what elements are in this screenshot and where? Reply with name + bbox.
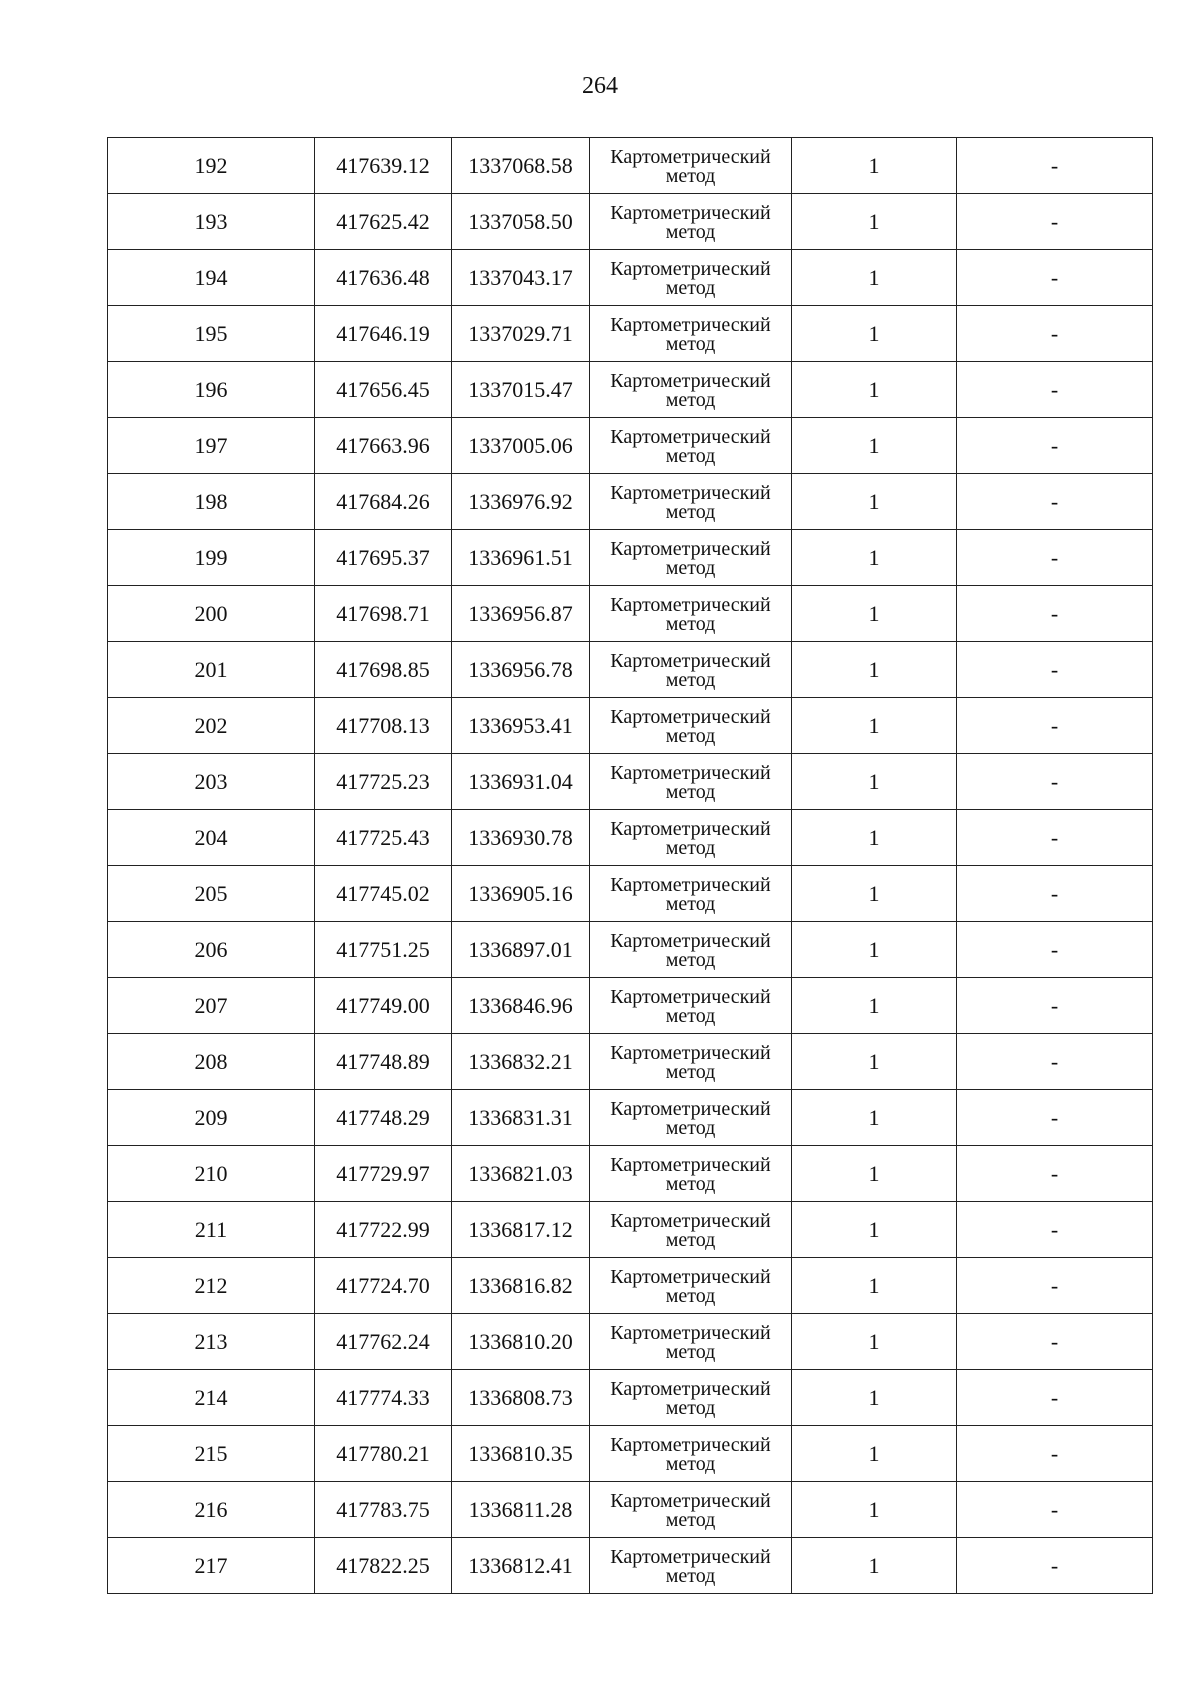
x-coordinate-cell: 417636.48 (315, 250, 452, 306)
accuracy-cell: 1 (792, 362, 957, 418)
table-row (108, 250, 1153, 306)
table-row (108, 810, 1153, 866)
note-cell: - (957, 474, 1153, 530)
accuracy-cell: 1 (792, 1146, 957, 1202)
y-coordinate-cell: 1336953.41 (452, 698, 590, 754)
point-number-cell: 200 (108, 586, 315, 642)
note-cell: - (957, 250, 1153, 306)
note-cell: - (957, 1538, 1153, 1594)
accuracy-cell: 1 (792, 530, 957, 586)
point-number-cell: 204 (108, 810, 315, 866)
method-line-1: Картометрический (610, 817, 771, 840)
table-row (108, 306, 1153, 362)
accuracy-cell: 1 (792, 586, 957, 642)
table-row (108, 1090, 1153, 1146)
x-coordinate-cell: 417725.23 (315, 754, 452, 810)
method-line-1: Картометрический (610, 1377, 771, 1400)
point-number-cell: 217 (108, 1538, 315, 1594)
note-cell: - (957, 1314, 1153, 1370)
x-coordinate-cell: 417751.25 (315, 922, 452, 978)
note-cell: - (957, 1258, 1153, 1314)
method-line-2: метод (665, 220, 716, 243)
accuracy-cell: 1 (792, 194, 957, 250)
x-coordinate-cell: 417698.71 (315, 586, 452, 642)
y-coordinate-cell: 1337058.50 (452, 194, 590, 250)
method-cell (590, 194, 792, 250)
note-cell: - (957, 306, 1153, 362)
method-line-2: метод (665, 948, 716, 971)
method-line-2: метод (665, 1004, 716, 1027)
x-coordinate-cell: 417748.29 (315, 1090, 452, 1146)
table-row (108, 1202, 1153, 1258)
y-coordinate-cell: 1336808.73 (452, 1370, 590, 1426)
accuracy-cell: 1 (792, 250, 957, 306)
point-number-cell: 206 (108, 922, 315, 978)
method-cell (590, 1314, 792, 1370)
method-cell (590, 810, 792, 866)
method-cell (590, 306, 792, 362)
method-line-2: метод (665, 444, 716, 467)
point-number-cell: 211 (108, 1202, 315, 1258)
point-number-cell: 193 (108, 194, 315, 250)
x-coordinate-cell: 417722.99 (315, 1202, 452, 1258)
accuracy-cell: 1 (792, 922, 957, 978)
method-line-2: метод (665, 836, 716, 859)
method-line-2: метод (665, 332, 716, 355)
x-coordinate-cell: 417646.19 (315, 306, 452, 362)
y-coordinate-cell: 1336831.31 (452, 1090, 590, 1146)
method-line-1: Картометрический (610, 1433, 771, 1456)
method-line-2: метод (665, 388, 716, 411)
accuracy-cell: 1 (792, 1202, 957, 1258)
point-number-cell: 208 (108, 1034, 315, 1090)
accuracy-cell: 1 (792, 1538, 957, 1594)
x-coordinate-cell: 417663.96 (315, 418, 452, 474)
method-line-2: метод (665, 780, 716, 803)
y-coordinate-cell: 1336832.21 (452, 1034, 590, 1090)
accuracy-cell: 1 (792, 1370, 957, 1426)
point-number-cell: 209 (108, 1090, 315, 1146)
method-line-1: Картометрический (610, 201, 771, 224)
x-coordinate-cell: 417725.43 (315, 810, 452, 866)
accuracy-cell: 1 (792, 1258, 957, 1314)
table-row (108, 418, 1153, 474)
y-coordinate-cell: 1337029.71 (452, 306, 590, 362)
method-line-1: Картометрический (610, 313, 771, 336)
table-row (108, 194, 1153, 250)
method-line-2: метод (665, 1284, 716, 1307)
method-cell (590, 1202, 792, 1258)
method-line-2: метод (665, 500, 716, 523)
x-coordinate-cell: 417625.42 (315, 194, 452, 250)
method-line-1: Картометрический (610, 1545, 771, 1568)
y-coordinate-cell: 1336961.51 (452, 530, 590, 586)
method-cell (590, 138, 792, 194)
y-coordinate-cell: 1336956.87 (452, 586, 590, 642)
accuracy-cell: 1 (792, 698, 957, 754)
point-number-cell: 198 (108, 474, 315, 530)
x-coordinate-cell: 417708.13 (315, 698, 452, 754)
note-cell: - (957, 586, 1153, 642)
method-line-2: метод (665, 1228, 716, 1251)
accuracy-cell: 1 (792, 810, 957, 866)
y-coordinate-cell: 1337068.58 (452, 138, 590, 194)
method-line-2: метод (665, 1452, 716, 1475)
method-line-1: Картометрический (610, 873, 771, 896)
x-coordinate-cell: 417749.00 (315, 978, 452, 1034)
method-line-2: метод (665, 164, 716, 187)
point-number-cell: 199 (108, 530, 315, 586)
method-cell (590, 642, 792, 698)
method-line-1: Картометрический (610, 425, 771, 448)
method-cell (590, 1538, 792, 1594)
accuracy-cell: 1 (792, 1482, 957, 1538)
note-cell: - (957, 810, 1153, 866)
y-coordinate-cell: 1336811.28 (452, 1482, 590, 1538)
x-coordinate-cell: 417639.12 (315, 138, 452, 194)
note-cell: - (957, 194, 1153, 250)
note-cell: - (957, 362, 1153, 418)
y-coordinate-cell: 1336930.78 (452, 810, 590, 866)
accuracy-cell: 1 (792, 138, 957, 194)
x-coordinate-cell: 417762.24 (315, 1314, 452, 1370)
method-line-1: Картометрический (610, 1209, 771, 1232)
method-line-1: Картометрический (610, 257, 771, 280)
x-coordinate-cell: 417774.33 (315, 1370, 452, 1426)
method-line-1: Картометрический (610, 929, 771, 952)
accuracy-cell: 1 (792, 1426, 957, 1482)
y-coordinate-cell: 1337005.06 (452, 418, 590, 474)
method-cell (590, 1090, 792, 1146)
point-number-cell: 212 (108, 1258, 315, 1314)
y-coordinate-cell: 1336817.12 (452, 1202, 590, 1258)
method-cell (590, 1370, 792, 1426)
method-cell (590, 1482, 792, 1538)
method-line-1: Картометрический (610, 705, 771, 728)
table-row (108, 1034, 1153, 1090)
note-cell: - (957, 1146, 1153, 1202)
coordinates-table (107, 137, 1153, 1594)
method-line-2: метод (665, 1396, 716, 1419)
point-number-cell: 214 (108, 1370, 315, 1426)
method-cell (590, 530, 792, 586)
method-line-1: Картометрический (610, 1489, 771, 1512)
note-cell: - (957, 1034, 1153, 1090)
table-row (108, 1482, 1153, 1538)
method-cell (590, 978, 792, 1034)
method-line-2: метод (665, 668, 716, 691)
table-row (108, 530, 1153, 586)
note-cell: - (957, 1202, 1153, 1258)
method-line-1: Картометрический (610, 481, 771, 504)
note-cell: - (957, 1426, 1153, 1482)
table-row (108, 866, 1153, 922)
x-coordinate-cell: 417729.97 (315, 1146, 452, 1202)
method-line-2: метод (665, 1508, 716, 1531)
point-number-cell: 213 (108, 1314, 315, 1370)
method-line-2: метод (665, 1116, 716, 1139)
point-number-cell: 202 (108, 698, 315, 754)
accuracy-cell: 1 (792, 474, 957, 530)
accuracy-cell: 1 (792, 642, 957, 698)
method-line-1: Картометрический (610, 1265, 771, 1288)
accuracy-cell: 1 (792, 306, 957, 362)
y-coordinate-cell: 1336956.78 (452, 642, 590, 698)
table-row (108, 754, 1153, 810)
method-line-1: Картометрический (610, 985, 771, 1008)
x-coordinate-cell: 417745.02 (315, 866, 452, 922)
note-cell: - (957, 978, 1153, 1034)
table-row (108, 1258, 1153, 1314)
point-number-cell: 207 (108, 978, 315, 1034)
method-cell (590, 698, 792, 754)
note-cell: - (957, 754, 1153, 810)
point-number-cell: 216 (108, 1482, 315, 1538)
point-number-cell: 210 (108, 1146, 315, 1202)
method-cell (590, 250, 792, 306)
x-coordinate-cell: 417748.89 (315, 1034, 452, 1090)
point-number-cell: 194 (108, 250, 315, 306)
note-cell: - (957, 642, 1153, 698)
note-cell: - (957, 1370, 1153, 1426)
y-coordinate-cell: 1336810.35 (452, 1426, 590, 1482)
method-cell (590, 754, 792, 810)
point-number-cell: 203 (108, 754, 315, 810)
method-line-2: метод (665, 892, 716, 915)
method-line-1: Картометрический (610, 369, 771, 392)
y-coordinate-cell: 1336846.96 (452, 978, 590, 1034)
method-line-2: метод (665, 1564, 716, 1587)
y-coordinate-cell: 1336976.92 (452, 474, 590, 530)
point-number-cell: 201 (108, 642, 315, 698)
point-number-cell: 195 (108, 306, 315, 362)
table-row (108, 978, 1153, 1034)
method-cell (590, 1146, 792, 1202)
method-cell (590, 1426, 792, 1482)
accuracy-cell: 1 (792, 1034, 957, 1090)
y-coordinate-cell: 1336812.41 (452, 1538, 590, 1594)
method-cell (590, 1258, 792, 1314)
accuracy-cell: 1 (792, 418, 957, 474)
method-line-2: метод (665, 556, 716, 579)
point-number-cell: 197 (108, 418, 315, 474)
method-line-2: метод (665, 1172, 716, 1195)
x-coordinate-cell: 417656.45 (315, 362, 452, 418)
y-coordinate-cell: 1336897.01 (452, 922, 590, 978)
table-row (108, 474, 1153, 530)
table-row (108, 642, 1153, 698)
method-cell (590, 922, 792, 978)
table-row (108, 922, 1153, 978)
table-row (108, 1426, 1153, 1482)
method-line-1: Картометрический (610, 761, 771, 784)
method-line-1: Картометрический (610, 1153, 771, 1176)
method-line-2: метод (665, 612, 716, 635)
y-coordinate-cell: 1337043.17 (452, 250, 590, 306)
method-cell (590, 474, 792, 530)
y-coordinate-cell: 1336816.82 (452, 1258, 590, 1314)
note-cell: - (957, 922, 1153, 978)
accuracy-cell: 1 (792, 1314, 957, 1370)
method-line-2: метод (665, 1340, 716, 1363)
point-number-cell: 205 (108, 866, 315, 922)
x-coordinate-cell: 417783.75 (315, 1482, 452, 1538)
y-coordinate-cell: 1337015.47 (452, 362, 590, 418)
x-coordinate-cell: 417724.70 (315, 1258, 452, 1314)
method-cell (590, 586, 792, 642)
accuracy-cell: 1 (792, 978, 957, 1034)
coordinates-table-body (108, 138, 1153, 1594)
table-row (108, 362, 1153, 418)
note-cell: - (957, 698, 1153, 754)
x-coordinate-cell: 417822.25 (315, 1538, 452, 1594)
table-row (108, 586, 1153, 642)
method-cell (590, 866, 792, 922)
method-line-1: Картометрический (610, 1097, 771, 1120)
page-number: 264 (582, 73, 618, 99)
table-row (108, 698, 1153, 754)
note-cell: - (957, 1090, 1153, 1146)
method-cell (590, 362, 792, 418)
table-row (108, 1146, 1153, 1202)
table-row (108, 1538, 1153, 1594)
method-line-2: метод (665, 1060, 716, 1083)
accuracy-cell: 1 (792, 866, 957, 922)
method-line-2: метод (665, 724, 716, 747)
method-line-1: Картометрический (610, 145, 771, 168)
x-coordinate-cell: 417695.37 (315, 530, 452, 586)
method-line-1: Картометрический (610, 593, 771, 616)
method-line-2: метод (665, 276, 716, 299)
table-row (108, 1314, 1153, 1370)
note-cell: - (957, 138, 1153, 194)
table-row (108, 138, 1153, 194)
y-coordinate-cell: 1336810.20 (452, 1314, 590, 1370)
note-cell: - (957, 1482, 1153, 1538)
y-coordinate-cell: 1336905.16 (452, 866, 590, 922)
point-number-cell: 215 (108, 1426, 315, 1482)
point-number-cell: 192 (108, 138, 315, 194)
y-coordinate-cell: 1336821.03 (452, 1146, 590, 1202)
method-cell (590, 1034, 792, 1090)
method-cell (590, 418, 792, 474)
point-number-cell: 196 (108, 362, 315, 418)
x-coordinate-cell: 417780.21 (315, 1426, 452, 1482)
x-coordinate-cell: 417698.85 (315, 642, 452, 698)
method-line-1: Картометрический (610, 537, 771, 560)
note-cell: - (957, 866, 1153, 922)
y-coordinate-cell: 1336931.04 (452, 754, 590, 810)
note-cell: - (957, 530, 1153, 586)
method-line-1: Картометрический (610, 1321, 771, 1344)
accuracy-cell: 1 (792, 1090, 957, 1146)
note-cell: - (957, 418, 1153, 474)
x-coordinate-cell: 417684.26 (315, 474, 452, 530)
method-line-1: Картометрический (610, 649, 771, 672)
accuracy-cell: 1 (792, 754, 957, 810)
method-line-1: Картометрический (610, 1041, 771, 1064)
table-row (108, 1370, 1153, 1426)
